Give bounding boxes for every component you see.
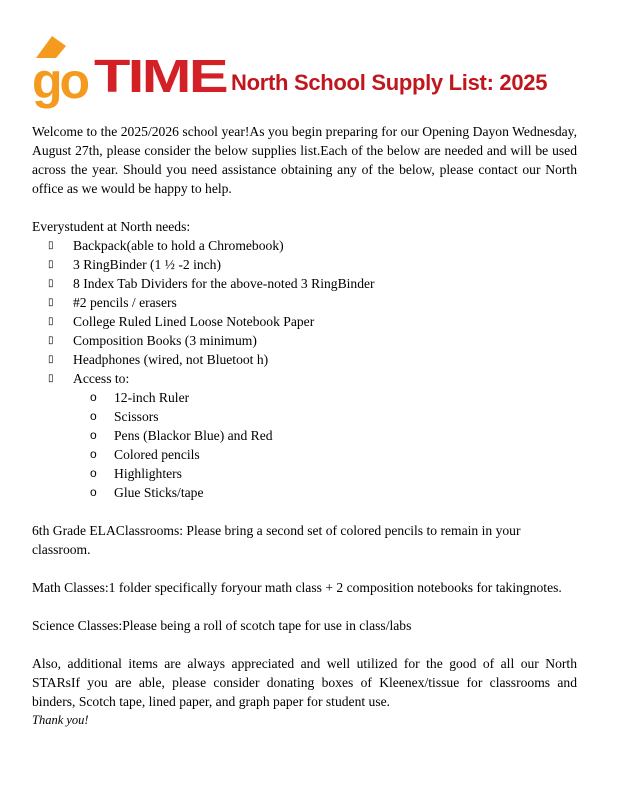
thank-you-text: Thank you! (32, 713, 89, 727)
math-paragraph: Math Classes:1 folder specifically foryour math class + 2 composition notebooks for takingnotes. (32, 580, 562, 595)
list-item: ▯ Composition Books (3 minimum) (48, 333, 257, 348)
list-item: ▯ #2 pencils / erasers (48, 295, 177, 310)
intro-paragraph: Welcome to the 2025/2026 school year!As you begin preparing for our Opening Dayon Wednesday, August 27th, please consider the below supplies list.Each of the below are needed and will be used across the year. Should you need assistance obtaining any of the below, please contact our North office as we would be happy to help. (32, 124, 577, 196)
bullet-icon: ▯ (48, 373, 54, 384)
list-item: ▯ 3 RingBinder (1 ½ -2 inch) (48, 257, 221, 272)
circle-bullet-icon: o (90, 466, 97, 480)
bullet-icon: ▯ (48, 278, 54, 289)
list-item: ▯ 8 Index Tab Dividers for the above-noted 3 RingBinder (48, 276, 375, 291)
list-item: o Pens (Blackor Blue) and Red (90, 428, 273, 443)
science-paragraph: Science Classes:Please being a roll of scotch tape for use in class/labs (32, 618, 412, 633)
also-paragraph: Also, additional items are always appreciated and well utilized for the good of all our North STARsIf you are able, please consider donating boxes of Kleenex/tissue for classrooms and binders, Scotch tape, lined paper, and graph paper for student use. (32, 656, 577, 709)
circle-bullet-icon: o (90, 409, 97, 423)
access-list (32, 388, 577, 502)
list-item: ▯ Access to: (48, 371, 130, 386)
list-item: o Colored pencils (90, 447, 200, 462)
list-item: o 12-inch Ruler (90, 390, 190, 405)
list-item: ▯ Headphones (wired, not Bluetoot h) (48, 352, 269, 367)
logo-go-text: go (32, 53, 88, 109)
page-title: North School Supply List: 2025 (231, 70, 548, 95)
bullet-icon: ▯ (48, 335, 54, 346)
circle-bullet-icon: o (90, 447, 97, 461)
supply-list (32, 236, 577, 388)
document-body (32, 122, 577, 730)
ela-paragraph: 6th Grade ELAClassrooms: Please bring a second set of colored pencils to remain in your classroom. (32, 523, 521, 557)
list-item: ▯ Backpack(able to hold a Chromebook) (48, 238, 284, 253)
logo-time-text: TIME (94, 50, 227, 102)
list-item: o Highlighters (90, 466, 182, 481)
bullet-icon: ▯ (48, 354, 54, 365)
list-item: o Glue Sticks/tape (90, 485, 204, 500)
bullet-icon: ▯ (48, 297, 54, 308)
circle-bullet-icon: o (90, 485, 97, 499)
bullet-icon: ▯ (48, 259, 54, 270)
list-item: o Scissors (90, 409, 159, 424)
bullet-icon: ▯ (48, 240, 54, 251)
list-item: ▯ College Ruled Lined Loose Notebook Paper (48, 314, 315, 329)
bullet-icon: ▯ (48, 316, 54, 327)
circle-bullet-icon: o (90, 390, 97, 404)
gotime-logo (32, 34, 232, 110)
circle-bullet-icon: o (90, 428, 97, 442)
every-student-heading: Everystudent at North needs: (32, 219, 191, 234)
